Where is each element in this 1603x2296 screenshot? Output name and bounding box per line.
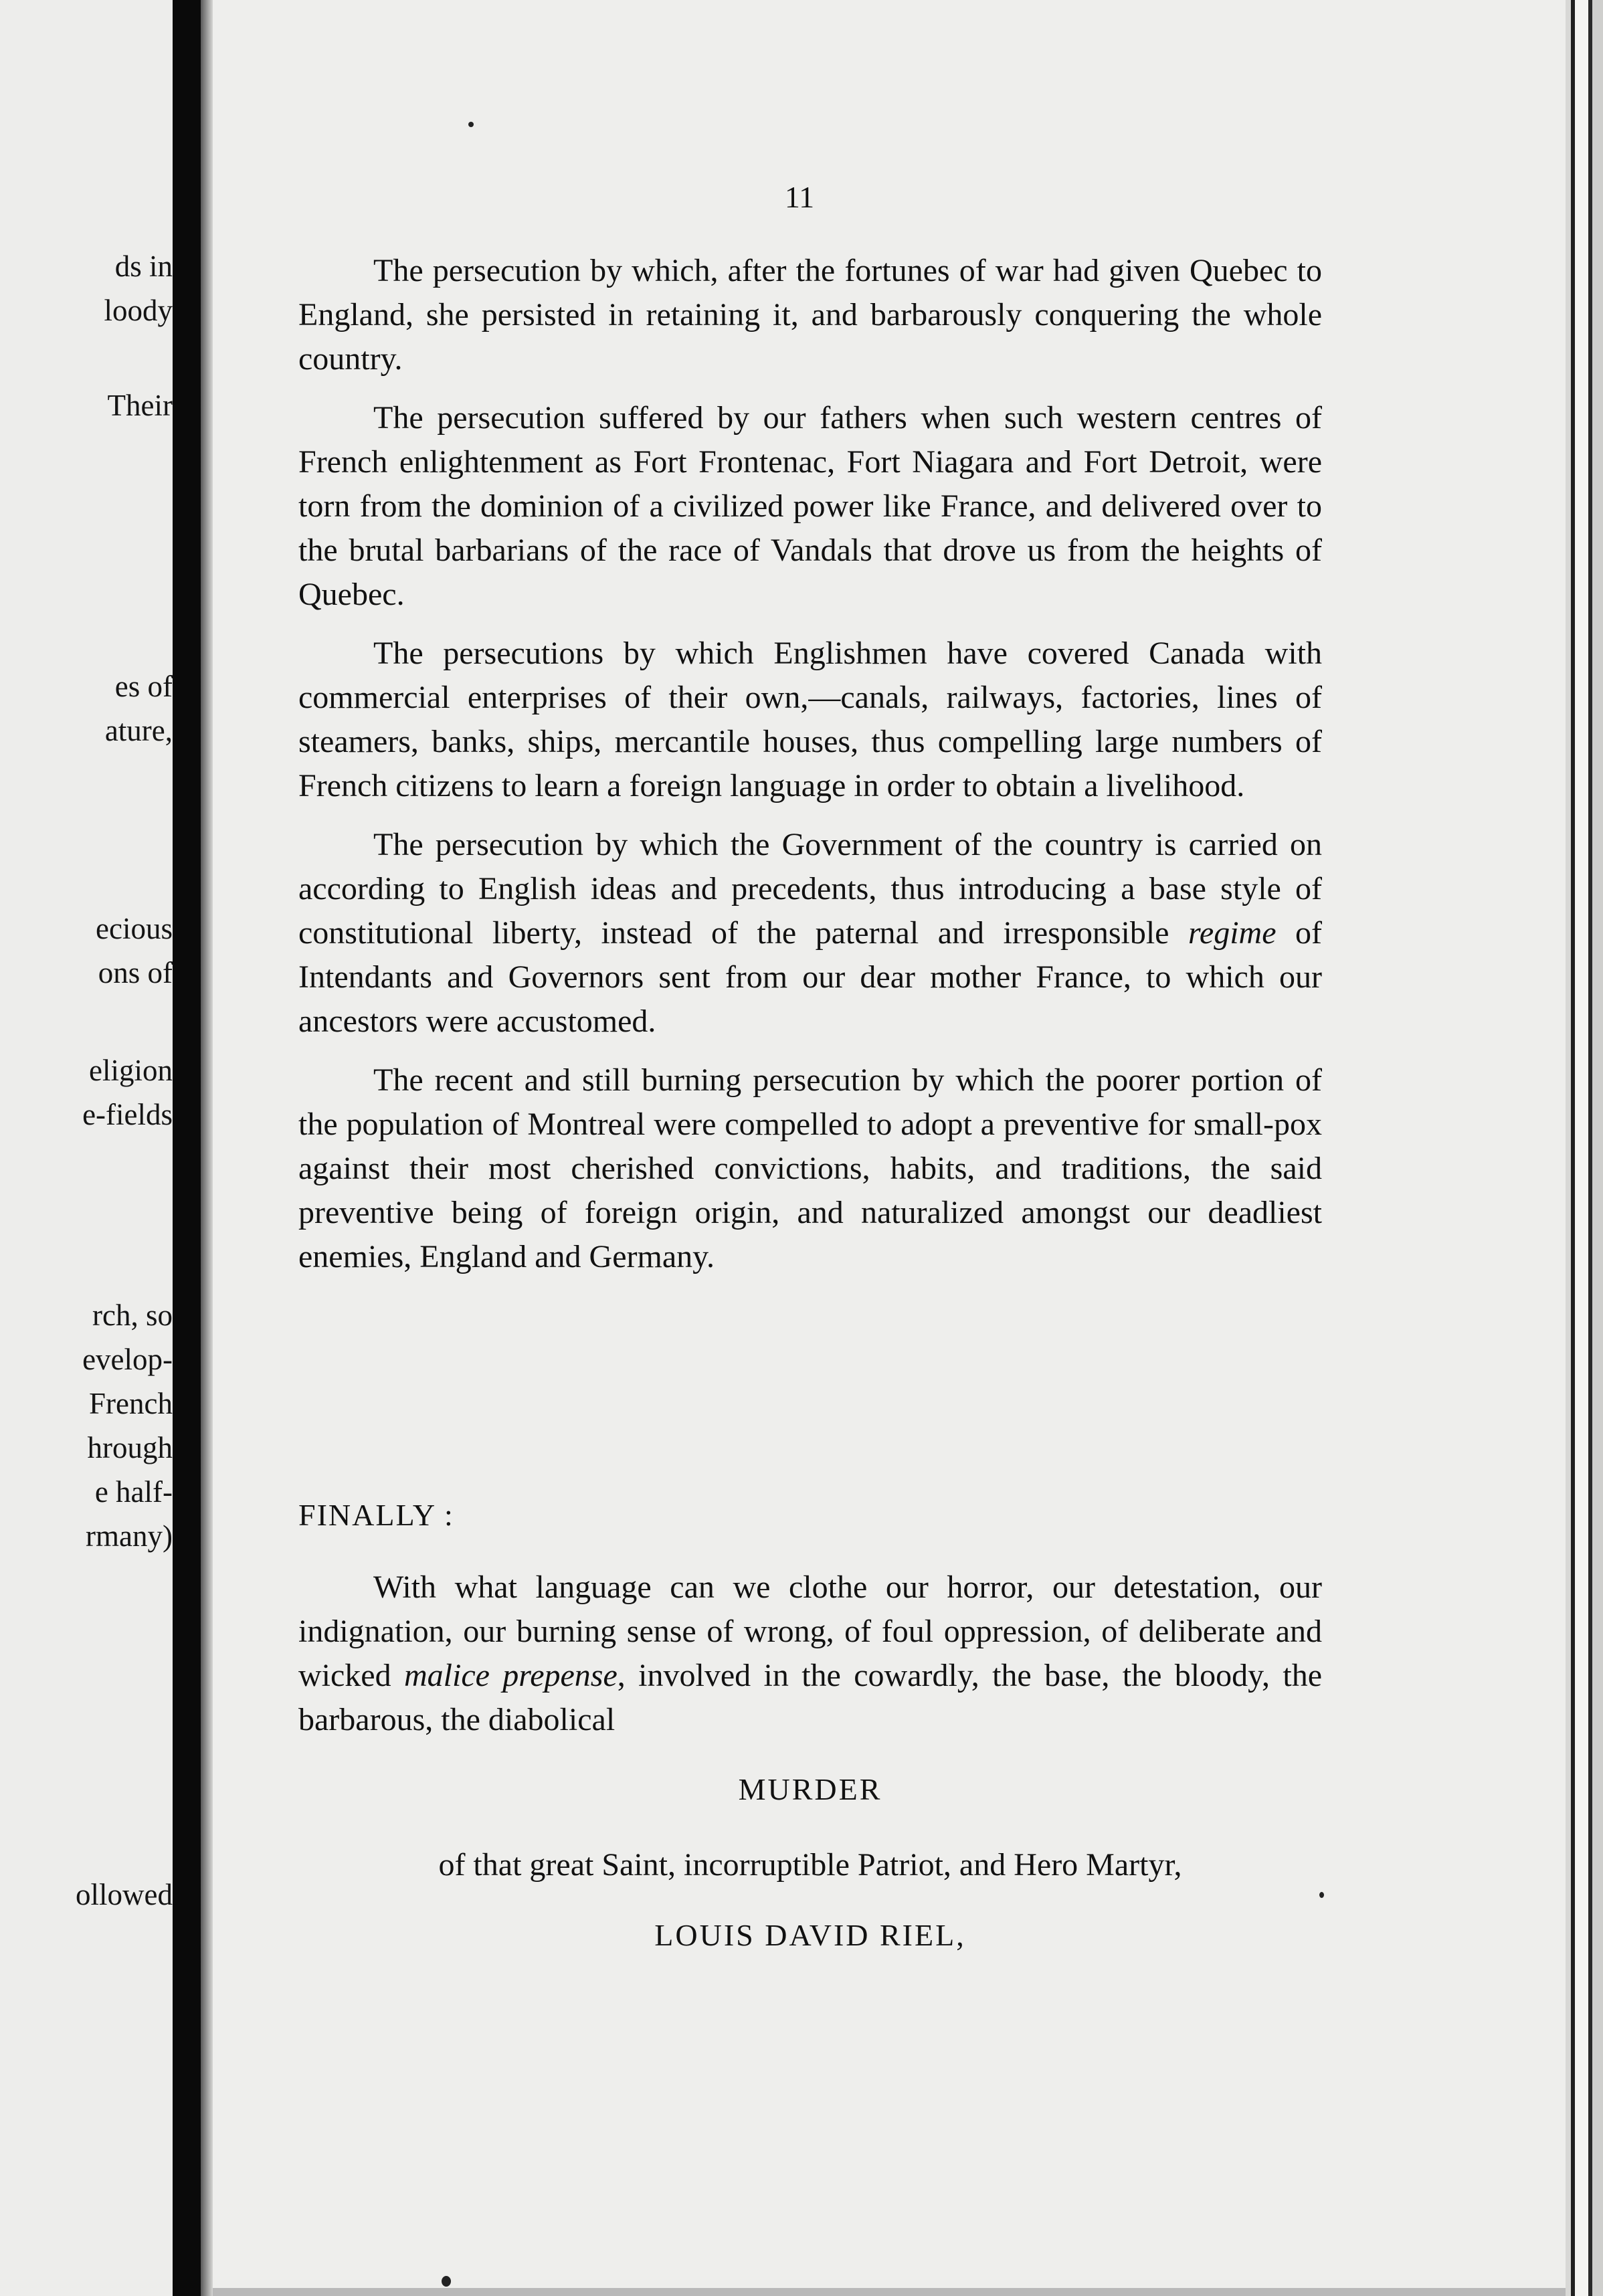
- left-fragment-line: rch, so: [92, 1299, 173, 1332]
- paragraph-commerce: The persecutions by which Englishmen have covered Canada with commercial enterprises of their own,—canals, railways, factories, lines of steamers, banks, ships, mercantile houses, thus compelling large numbers of French citizens to learn a foreign language in order to obtain a livelihood.: [298, 636, 1322, 803]
- text-run: The persecution by which the Government of the country is carried on according to English ideas and precedents, thus introducing a base style of constitutional liberty, instead of the paternal and irresponsible: [298, 827, 1322, 951]
- left-fragment-line: e-fields: [82, 1098, 173, 1131]
- saint-line: of that great Saint, incorruptible Patriot, and Hero Martyr,: [438, 1847, 1182, 1883]
- murder-heading: MURDER: [738, 1772, 882, 1806]
- text-run: , involved in the cowardly, the base, the bloody, the barbarous, the diabolical: [298, 1658, 1323, 1737]
- finally-heading: FINALLY :: [298, 1498, 454, 1532]
- gutter-shadow: [201, 0, 213, 2296]
- closing-paragraph: [298, 1565, 1322, 1742]
- left-fragment-line: ds in: [114, 250, 173, 283]
- left-fragment-line: es of: [114, 670, 173, 703]
- scan-speck: [1319, 1892, 1324, 1898]
- left-fragment-line: e half-: [94, 1475, 173, 1509]
- left-fragment-line: ature,: [104, 714, 173, 747]
- scan-speck: [468, 122, 474, 127]
- italic-term: regime: [1188, 915, 1277, 951]
- riel-name: LOUIS DAVID RIEL,: [654, 1918, 966, 1952]
- italic-term: malice prepense: [403, 1658, 618, 1693]
- left-fragment-line: rmany): [86, 1519, 173, 1553]
- left-fragment-line: evelop-: [82, 1343, 173, 1376]
- paragraph-government: [298, 823, 1322, 1044]
- left-fragment-line: ons of: [98, 956, 173, 989]
- page-edge: [1566, 0, 1603, 2296]
- left-fragment-line: ecious: [96, 912, 173, 945]
- paragraph-forts: The persecution suffered by our fathers when such western centres of French enlightenment as Fort Frontenac, Fort Niagara and Fort Detroit, were torn from the dominion of a civilized power like France, and delivered over to the brutal barbarians of the race of Vandals that drove us from the heights of Quebec.: [298, 400, 1322, 612]
- previous-page-fragment: [0, 0, 173, 2296]
- page-number: 11: [784, 180, 815, 214]
- text-run: of Intendants and Governors sent from our dear mother France, to which our ancestors were accustomed.: [298, 915, 1323, 1039]
- text-run: With what language can we clothe our horror, our detestation, our indignation, our burning sense of wrong, of foul oppression, of deliberate and wicked: [298, 1569, 1322, 1693]
- left-fragment-line: Their: [107, 389, 173, 422]
- left-fragment-line: hrough: [87, 1431, 173, 1464]
- paragraph-quebec: The persecution by which, after the fortunes of war had given Quebec to England, she persisted in retaining it, and barbarously conquering the whole country.: [298, 253, 1322, 377]
- scan-speck: [442, 2276, 451, 2287]
- left-fragment-line: loody: [104, 294, 173, 327]
- left-fragment-line: French: [89, 1387, 173, 1420]
- left-fragment-line: ollowed: [76, 1878, 173, 1911]
- paragraph-smallpox: The recent and still burning persecution by which the poorer portion of the population of Montreal were compelled to adopt a preventive for small-pox against their most cherished convictions, habits, and traditions, the said preventive being of foreign origin, and naturalized amongst our deadliest enemies, England and Germany.: [298, 1062, 1322, 1274]
- left-fragment-line: eligion: [89, 1054, 173, 1087]
- persecution-list: [298, 249, 1322, 1279]
- book-gutter: [173, 0, 201, 2296]
